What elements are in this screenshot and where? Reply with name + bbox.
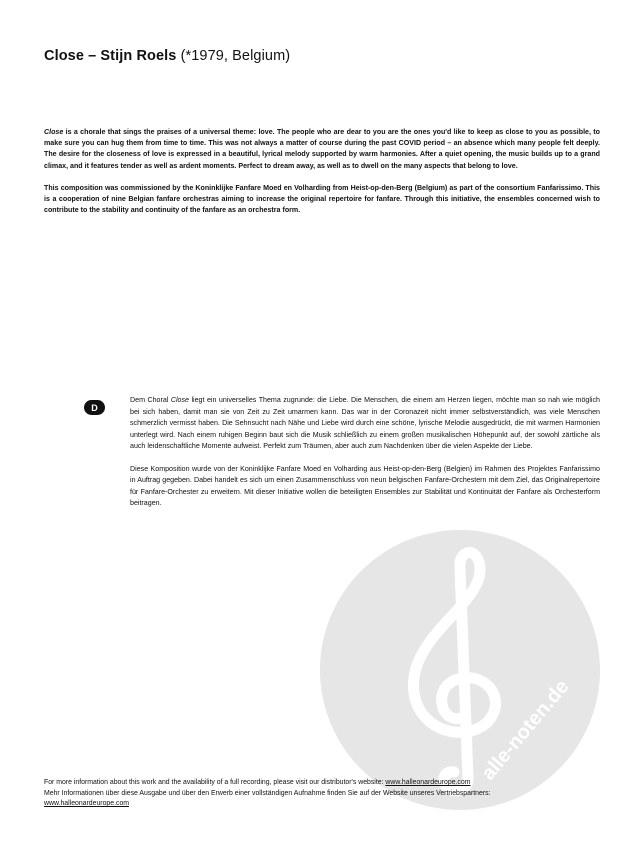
- german-p1-before: Dem Choral: [130, 396, 171, 404]
- english-p1-text: is a chorale that sings the praises of a universal theme: love. The people who are dear to you are the ones you'd like to keep as close to you as possible, to make sure you can hug them from time to time. This was not always a matter of course during the past COVID period – an absence which many people felt deeply. The desire for the closeness of love is expressed in a beautiful, lyrical melody supported by warm harmonies. After a quiet opening, the music builds up to a grand climax, and it features tender as well as ardent moments. Perfect to dream away, as well as to dwell on the many aspects that belong to love.: [44, 128, 600, 170]
- work-title-italic: Close: [44, 128, 64, 136]
- german-work-title-italic: Close: [170, 396, 189, 404]
- composer-dates: (*1979, Belgium): [180, 48, 291, 64]
- footer-line-link: [44, 799, 604, 810]
- watermark-text: alle-noten.de: [477, 675, 574, 785]
- title-text: Close – Stijn Roels: [44, 48, 177, 64]
- footer-line-german: Mehr Informationen über diese Ausgabe und über den Erwerb einer vollständigen Aufnahme finden Sie auf der Website unseres Vertriebspartners:: [44, 789, 491, 797]
- footer-english-text: For more information about this work and the availability of a full recording, please visit our distributor's website:: [44, 779, 386, 786]
- german-language-badge: D: [84, 400, 105, 415]
- distributor-link-1[interactable]: www.halleonardeurope.com: [385, 779, 471, 786]
- english-paragraph-2: This composition was commissioned by the Koninklijke Fanfare Moed en Volharding from Heist-op-den-Berg (Belgium) as part of the consortium Fanfarissimo. This is a cooperation of nine Belgian fanfare orchestras aiming to increase the original repertoire for fanfare. Through this initiative, the ensembles concerned wish to contribute to the stability and continuity of the fanfare as an orchestra form.: [44, 183, 600, 215]
- footer-line-english: [44, 778, 604, 789]
- english-description: [44, 127, 600, 216]
- german-paragraph-1: [130, 395, 600, 453]
- german-p1-after: liegt ein universelles Thema zugrunde: die Liebe. Die Menschen, die einem am Herzen liegen, möchte man so nah wie möglich bei sich haben, damit man sie von Zeit zu Zeit umarmen kann. Das war in der Coronazeit nicht immer selbstverständlich, was viele Menschen schmerzlich vermisst haben. Die Sehnsucht nach Nähe und Liebe wird durch eine schöne, lyrische Melodie ausgedrückt, die mit warmen Harmonien unterlegt wird. Nach einem ruhigen Beginn baut sich die Musik schließlich zu einem großen musikalischen Höhepunkt auf, der sowohl zärtliche als auch leidenschaftliche Momente aufweist. Perfekt zum Träumen, aber auch zum Nachdenken über die vielen Aspekte der Liebe.: [130, 396, 600, 450]
- treble-clef-watermark-icon: [318, 528, 602, 812]
- german-paragraph-2: Diese Komposition wurde von der Koninklijke Fanfare Moed en Volharding aus Heist-op-den-Berg (Belgien) im Rahmen des Projektes Fanfarissimo in Auftrag gegeben. Dabei handelt es sich um einen Zusammenschluss von neun belgischen Fanfare-Orchestern mit dem Ziel, das Originalrepertoire für Fanfare-Orchester zu erweitern. Mit dieser Initiative wollen die beteiligten Ensembles zur Stabilität und Kontinuität der Fanfare als Orchesterform beitragen.: [130, 464, 600, 507]
- english-paragraph-1: [44, 127, 600, 172]
- distributor-link-2[interactable]: www.halleonardeurope.com: [44, 800, 130, 807]
- footer: [44, 778, 604, 810]
- german-description: [130, 395, 600, 510]
- page-title: [44, 48, 290, 64]
